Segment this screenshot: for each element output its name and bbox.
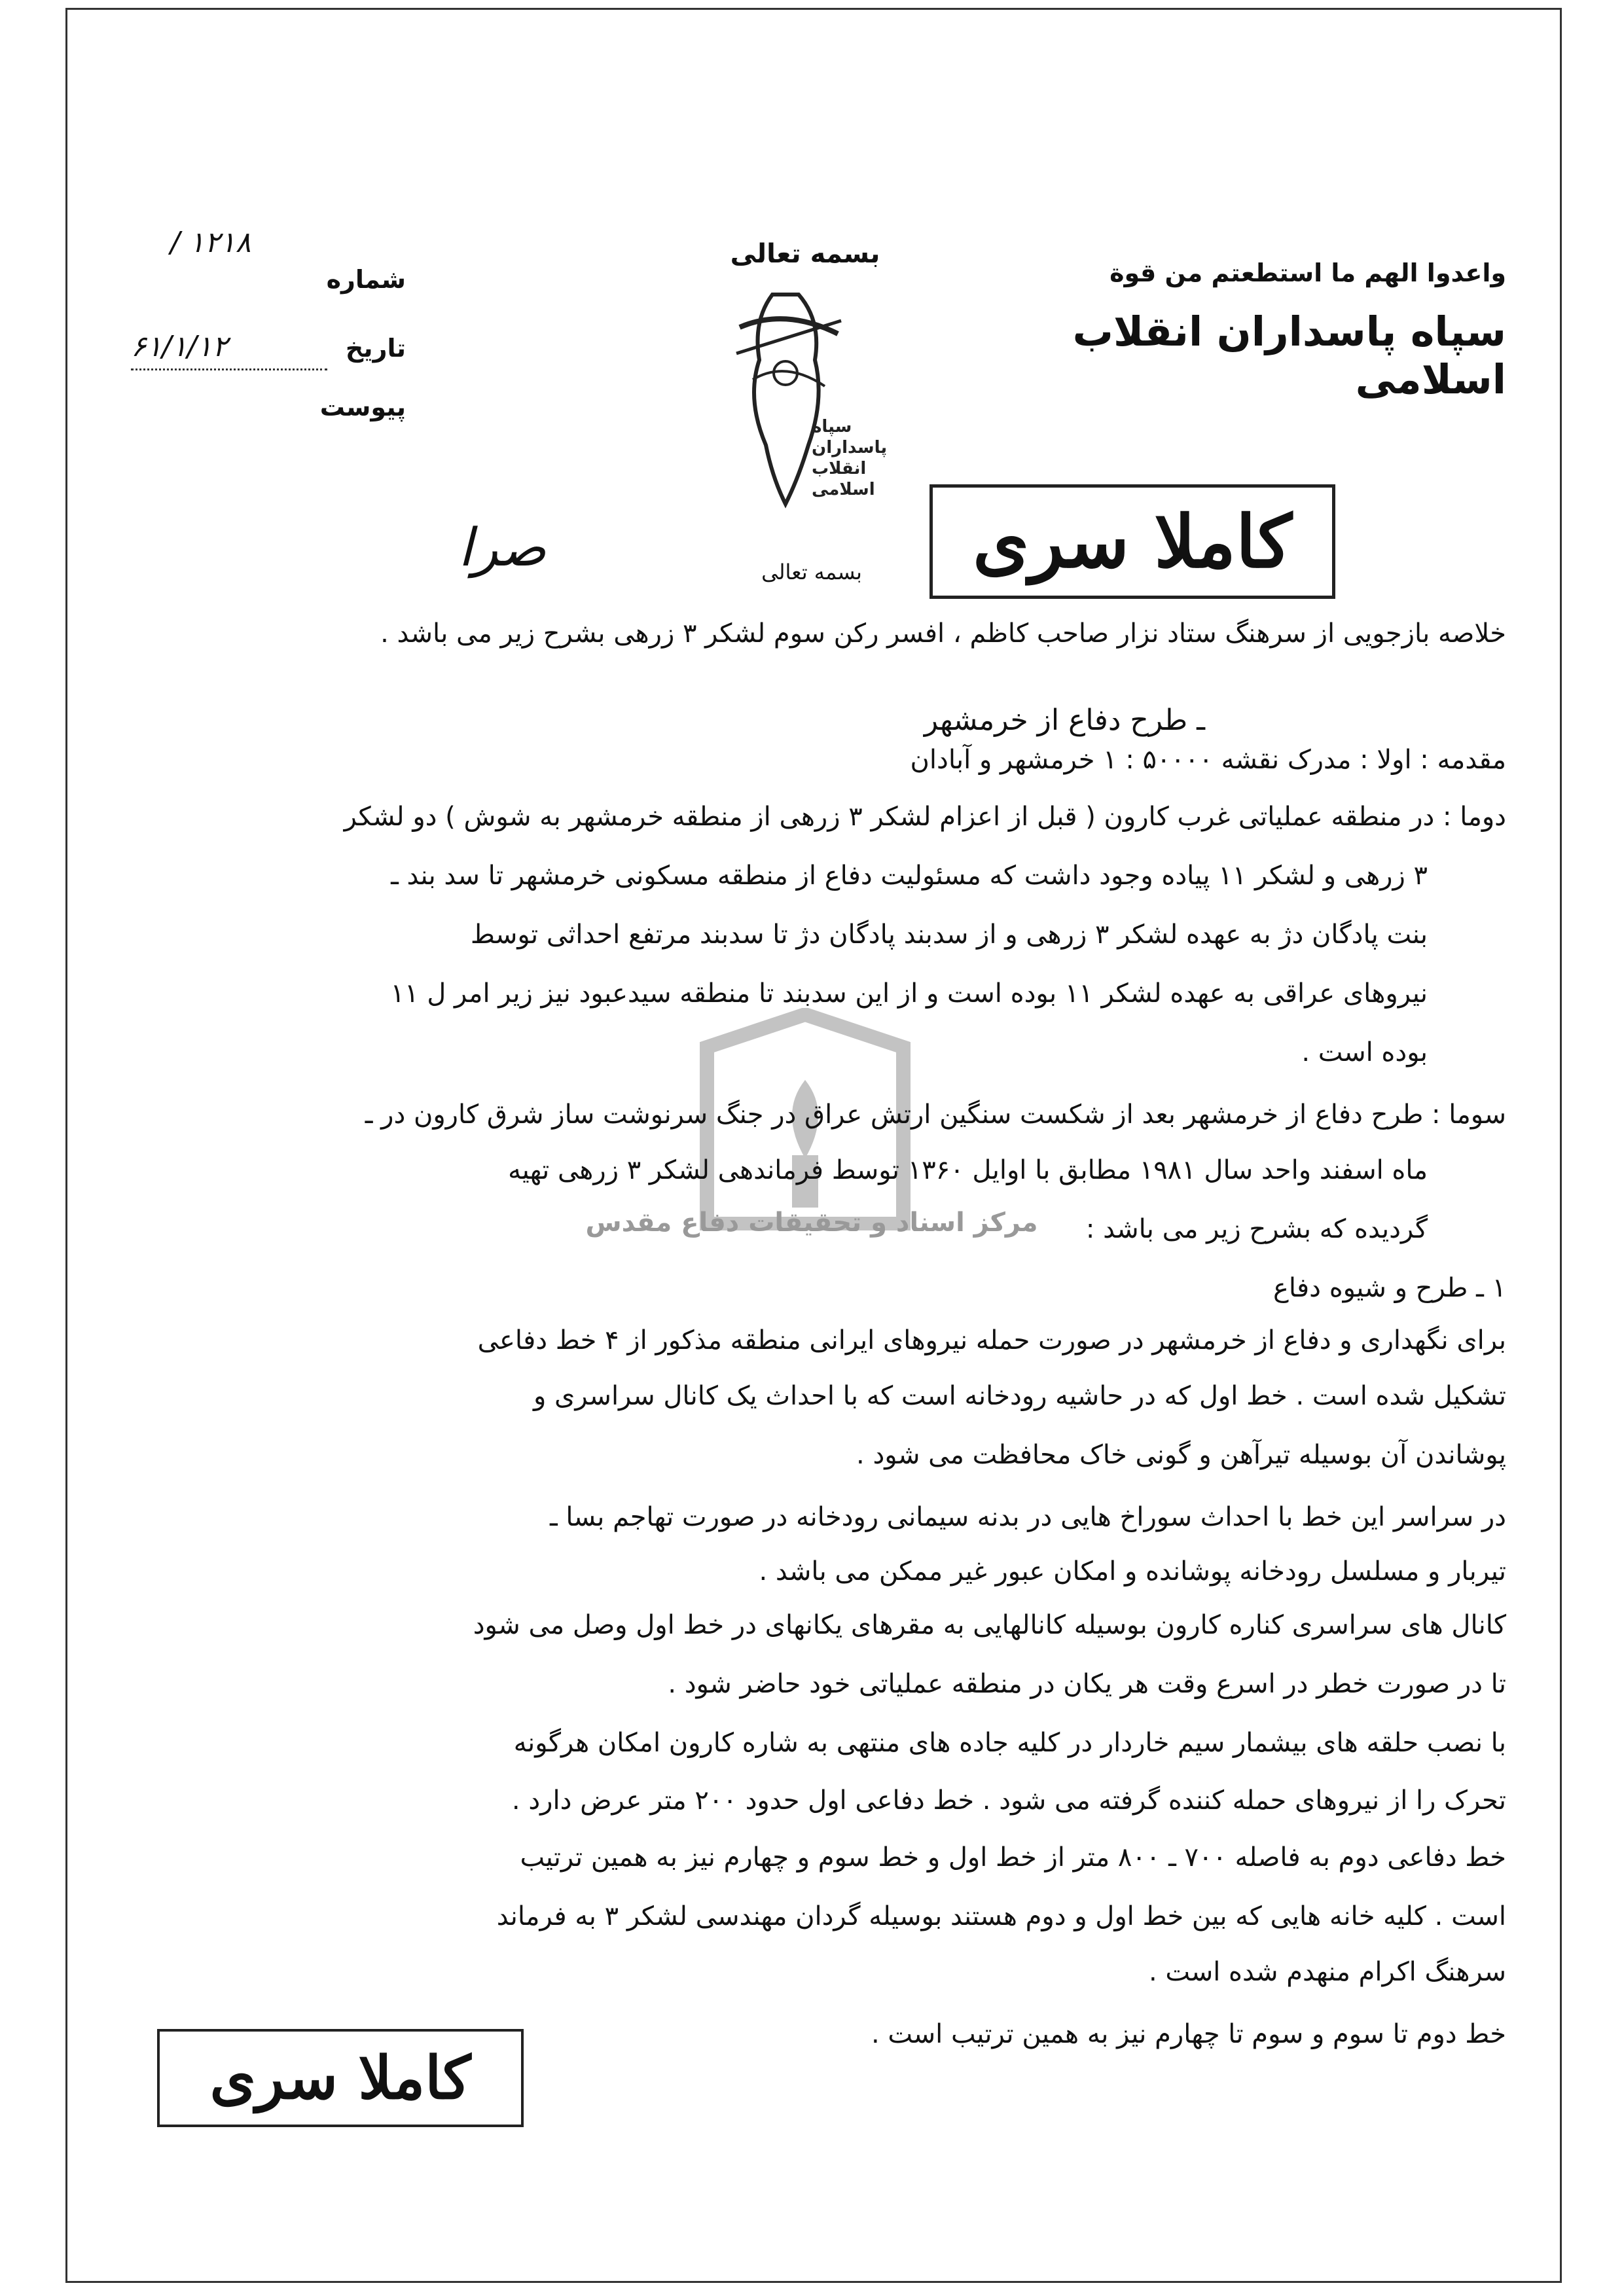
- body-line-19: تا در صورت خطر در اسرع وقت هر یکان در منطقه عملیاتی خود حاضر شود .: [668, 1669, 1506, 1699]
- body-line-16: در سراسر این خط با احداث سوراخ هایی در بدنه سیمانی رودخانه در صورت تهاجم بسا ـ: [549, 1502, 1506, 1532]
- attachment-field: [131, 393, 406, 425]
- body-line-14: تشکیل شده است . خط اول که در حاشیه رودخانه است که با احداث یک کانال سراسری و: [533, 1381, 1506, 1411]
- date-underline: [131, 368, 327, 370]
- classification-stamp: کاملا سری: [929, 484, 1335, 599]
- body-line-20: با نصب حلقه های بیشمار سیم خاردار در کلیه جاده های منتهی به شاره کارون امکان هرگونه: [513, 1728, 1506, 1758]
- body-line-25: خط دوم تا سوم و سوم تا چهارم نیز به همین ترتیب است .: [871, 2019, 1506, 2049]
- handwritten-mark: صرا: [458, 517, 547, 578]
- number-label: شماره: [326, 265, 406, 294]
- number-value: / ۱۲۱۸: [170, 226, 251, 259]
- number-field: [131, 226, 406, 298]
- body-line-23: است . کلیه خانه هایی که بین خط اول و دوم هستند بوسیله گردان مهندسی لشکر ۳ به فرماند: [496, 1901, 1506, 1931]
- body-line-6: بنت پادگان دژ به عهده لشکر ۳ زرهی و از سدبند پادگان دژ تا سدبند مرتفع احداثی توسط: [470, 920, 1428, 950]
- body-line-9: سوما : طرح دفاع از خرمشهر بعد از شکست سنگین ارتش عراق در جنگ سرنوشت ساز شرق کارون در ـ: [365, 1100, 1506, 1130]
- basmala-heading: بسمه تعالی: [730, 239, 880, 269]
- body-line-15: پوشاندن آن بوسیله تیرآهن و گونی خاک محافظت می شود .: [856, 1440, 1506, 1470]
- irgc-emblem-icon: [674, 281, 897, 530]
- body-line-11: گردیده که بشرح زیر می باشد :: [1085, 1214, 1428, 1244]
- emblem-caption-1: سپاه: [812, 417, 852, 437]
- body-line-5: ۳ زرهی و لشکر ۱۱ پیاده وجود داشت که مسئولیت دفاع از منطقه مسکونی خرمشهر تا سد بند ـ: [391, 861, 1428, 891]
- date-value: ۶۱/۱/۱۲: [131, 330, 228, 363]
- body-line-10: ماه اسفند واحد سال ۱۹۸۱ مطابق با اوایل ۱۳۶۰ توسط فرماندهی لشکر ۳ زرهی تهیه: [508, 1155, 1428, 1185]
- attachment-label: پیوست: [319, 393, 406, 422]
- body-line-13: برای نگهداری و دفاع از خرمشهر در صورت حمله نیروهای ایرانی منطقه مذکور از ۴ خط دفاعی: [477, 1325, 1506, 1355]
- body-line-1: خلاصه بازجویی از سرهنگ ستاد نزار صاحب کاظم ، افسر رکن سوم لشکر ۳ زرهی بشرح زیر می باشد .: [380, 619, 1506, 649]
- body-line-24: سرهنگ اکرام منهدم شده است .: [1148, 1957, 1506, 1987]
- body-line-8: بوده است .: [1301, 1037, 1428, 1067]
- body-line-22: خط دفاعی دوم به فاصله ۷۰۰ ـ ۸۰۰ متر از خط اول و خط سوم و چهارم نیز به همین ترتیب: [520, 1842, 1506, 1873]
- body-line-18: کانال های سراسری کناره کارون بوسیله کانالهایی به مقرهای یکانهای در خط اول وصل می شود: [473, 1610, 1506, 1640]
- body-line-3: مقدمه : اولا : مدرک نقشه ۵۰۰۰۰ : ۱ خرمشهر و آبادان: [910, 745, 1506, 775]
- basmala-line: بسمه تعالی: [761, 560, 862, 584]
- body-line-21: تحرک را از نیروهای حمله کننده گرفته می شود . خط دفاعی اول حدود ۲۰۰ متر عرض دارد .: [511, 1785, 1506, 1816]
- body-line-12: ۱ ـ طرح و شیوه دفاع: [1272, 1273, 1506, 1303]
- emblem-caption-3: انقلاب: [812, 459, 867, 478]
- emblem-caption-4: اسلامی: [812, 480, 875, 499]
- organization-name: سپاه پاسداران انقلاب اسلامی: [1072, 308, 1506, 403]
- date-label: تاریخ: [345, 334, 406, 363]
- watermark-text: مرکز اسناد و تحقیقات دفاع مقدس: [585, 1208, 1038, 1238]
- body-line-2: ـ طرح دفاع از خرمشهر: [924, 704, 1205, 737]
- body-line-17: تیربار و مسلسل رودخانه پوشانده و امکان عبور غیر ممکن می باشد .: [759, 1556, 1506, 1587]
- quran-verse: واعدوا الهم ما استطعتم من قوة: [1110, 259, 1506, 287]
- classification-stamp-bottom: کاملا سری: [157, 2029, 524, 2127]
- date-field: [131, 330, 406, 367]
- emblem-caption-2: پاسداران: [812, 438, 888, 457]
- body-line-7: نیروهای عراقی به عهده لشکر ۱۱ بوده است و از این سدبند تا منطقه سیدعبود نیز زیر امر ل ۱۱: [390, 978, 1428, 1009]
- body-line-4: دوما : در منطقه عملیاتی غرب کارون ( قبل از اعزام لشکر ۳ زرهی از منطقه خرمشهر به شوش ) دو لشکر: [344, 802, 1506, 832]
